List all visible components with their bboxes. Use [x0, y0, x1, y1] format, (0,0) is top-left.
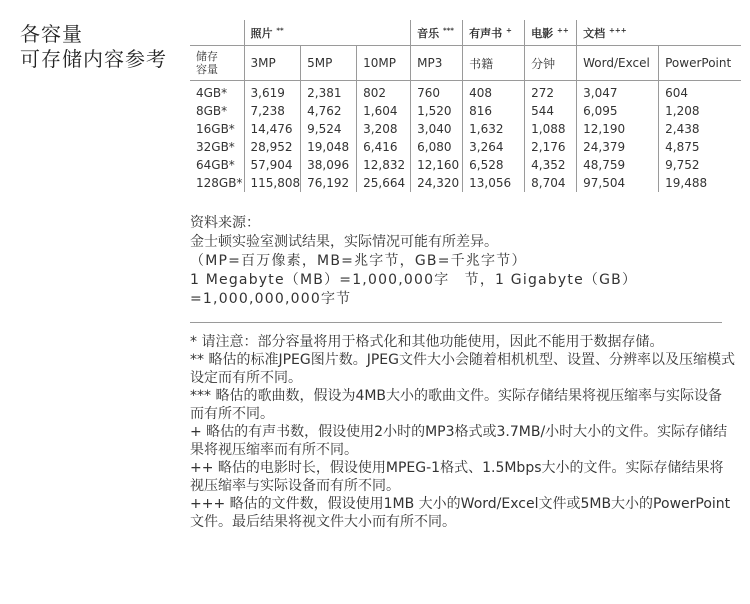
table-cell: 14,476	[244, 120, 301, 138]
table-cell: 2,176	[525, 138, 577, 156]
table-cell: 1,208	[659, 102, 741, 120]
table-cell: 7,238	[244, 102, 301, 120]
table-cell: 38,096	[301, 156, 357, 174]
table-group-header	[190, 20, 741, 46]
table-cell: 6,080	[411, 138, 463, 156]
table-cell: 4,875	[659, 138, 741, 156]
column-header: PowerPoint	[659, 46, 741, 81]
column-header: Word/Excel	[577, 46, 659, 81]
table-cell: 9,752	[659, 156, 741, 174]
table-row	[190, 102, 741, 120]
capacity-header: 储存 容量	[190, 46, 244, 81]
footnote: * 请注意：部分容量将用于格式化和其他功能使用，因此不能用于数据存储。	[190, 334, 664, 350]
table-row	[190, 138, 741, 156]
table-cell: 3,264	[463, 138, 525, 156]
footnote: +++ 略估的文件数，假设使用1MB 大小的Word/Excel文件或5MB大小的PowerPoint文件。最后结果将视文件大小而有所不同。	[190, 496, 731, 530]
table-cell: 6,528	[463, 156, 525, 174]
table-row	[190, 81, 741, 103]
table-cell: 76,192	[301, 174, 357, 192]
table-cell: 816	[463, 102, 525, 120]
column-header: 5MP	[301, 46, 357, 81]
table-cell: 4,762	[301, 102, 357, 120]
table-row	[190, 174, 741, 192]
table-cell: 6,095	[577, 102, 659, 120]
table-cell: 2,438	[659, 120, 741, 138]
sources-line: =1,000,000,000字节	[190, 291, 352, 307]
capacity-cell: 16GB*	[196, 122, 235, 136]
table-row	[190, 120, 741, 138]
group-photo: 照片 **	[244, 20, 411, 46]
table-cell: 272	[525, 81, 577, 103]
table-cell: 28,952	[244, 138, 301, 156]
table-column-header	[190, 46, 741, 81]
sources-line: 金士顿实验室测试结果，实际情况可能有所差异。	[190, 234, 498, 250]
column-header: 分钟	[525, 46, 577, 81]
footnotes	[190, 333, 735, 531]
group-audiobook: 有声书 +	[463, 20, 525, 46]
title-line-2: 可存储内容参考	[20, 47, 167, 71]
table-cell: 1,520	[411, 102, 463, 120]
table-cell: 24,320	[411, 174, 463, 192]
group-music: 音乐 ***	[411, 20, 463, 46]
capacity-cell: 8GB*	[196, 104, 228, 118]
table-cell: 57,904	[244, 156, 301, 174]
table-cell: 604	[659, 81, 741, 103]
table-cell: 2,381	[301, 81, 357, 103]
table-cell: 1,632	[463, 120, 525, 138]
table-cell: 97,504	[577, 174, 659, 192]
table-cell: 6,416	[357, 138, 411, 156]
column-header: MP3	[411, 46, 463, 81]
sources-section	[190, 214, 730, 309]
title-line-1: 各容量	[20, 22, 83, 46]
table-cell: 9,524	[301, 120, 357, 138]
table-cell: 1,088	[525, 120, 577, 138]
capacity-table	[190, 20, 741, 192]
table-cell: 8,704	[525, 174, 577, 192]
table-cell: 4,352	[525, 156, 577, 174]
table-cell: 48,759	[577, 156, 659, 174]
table-cell: 24,379	[577, 138, 659, 156]
footnote: *** 略估的歌曲数，假设为4MB大小的歌曲文件。实际存储结果将视压缩率与实际设备而有所不同。	[190, 388, 723, 422]
footnote: + 略估的有声书数，假设使用2小时的MP3格式或3.7MB/小时大小的文件。实际存储结果将视压缩率而有所不同。	[190, 424, 728, 458]
table-row	[190, 156, 741, 174]
footnote: ++ 略估的电影时长，假设使用MPEG-1格式、1.5Mbps大小的文件。实际存储结果将视压缩率与实际设备而有所不同。	[190, 460, 724, 494]
table-cell: 3,619	[244, 81, 301, 103]
capacity-cell: 64GB*	[196, 158, 235, 172]
table-cell: 19,048	[301, 138, 357, 156]
table-cell: 13,056	[463, 174, 525, 192]
table-cell: 760	[411, 81, 463, 103]
table-cell: 3,047	[577, 81, 659, 103]
capacity-cell: 128GB*	[196, 176, 243, 190]
column-header: 3MP	[244, 46, 301, 81]
sources-line: 1 Megabyte（MB）=1,000,000字 节，1 Gigabyte（GB）	[190, 272, 638, 288]
capacity-cell: 32GB*	[196, 140, 235, 154]
table-cell: 3,208	[357, 120, 411, 138]
group-docs: 文档 +++	[577, 20, 741, 46]
column-header: 10MP	[357, 46, 411, 81]
table-cell: 3,040	[411, 120, 463, 138]
footnote: ** 略估的标准JPEG图片数。JPEG文件大小会随着相机机型、设置、分辨率以及压缩模式设定而有所不同。	[190, 352, 735, 386]
table-cell: 544	[525, 102, 577, 120]
group-movie: 电影 ++	[525, 20, 577, 46]
sources-heading: 资料来源：	[190, 215, 260, 231]
capacity-cell: 4GB*	[196, 86, 228, 100]
column-header: 书籍	[463, 46, 525, 81]
page-title	[20, 22, 167, 72]
table-cell: 12,160	[411, 156, 463, 174]
table-cell: 115,808	[244, 174, 301, 192]
sources-line: （MP=百万像素，MB=兆字节，GB=千兆字节）	[190, 253, 527, 269]
divider	[190, 322, 722, 323]
table-cell: 408	[463, 81, 525, 103]
table-cell: 19,488	[659, 174, 741, 192]
table-cell: 12,190	[577, 120, 659, 138]
table-cell: 802	[357, 81, 411, 103]
table-cell: 1,604	[357, 102, 411, 120]
table-cell: 25,664	[357, 174, 411, 192]
table-cell: 12,832	[357, 156, 411, 174]
